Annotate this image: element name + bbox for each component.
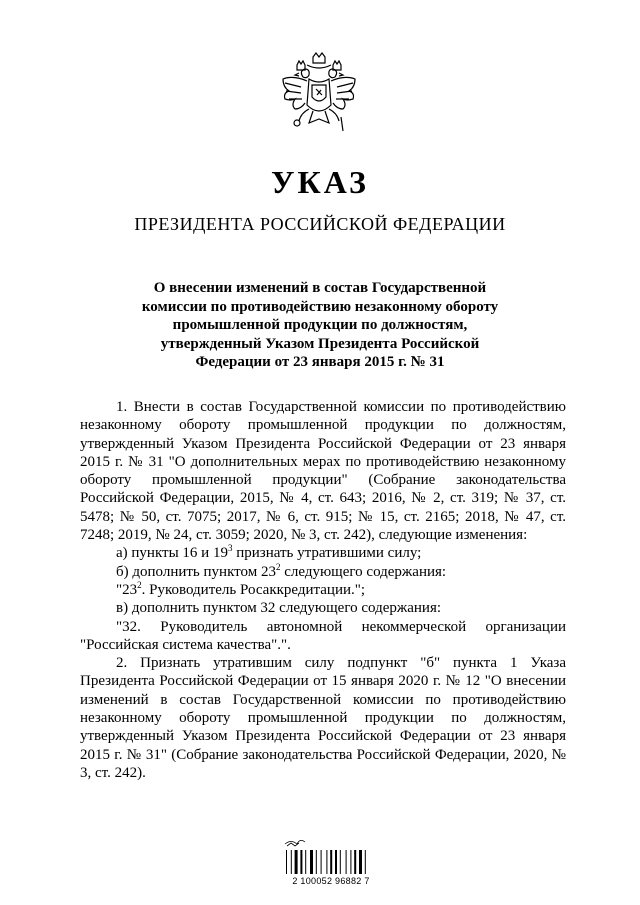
paragraph-2: 2. Признать утратившим силу подпункт "б" пункта 1 Указа Президента Российской Федерации от 15 января 2020 г. № 12 "О внесении изменений в состав Государственной комиссии по противодействию незаконному обороту промышленной продукции по должностям, утвержденный Указом Президента Российской Федерации от 23 января 2015 г. № 31" (Собрание законодательства Российской Федерации, 2020, № 3, ст. 242). — [80, 655, 566, 781]
decree-heading — [100, 279, 540, 372]
document-subtitle: ПРЕЗИДЕНТА РОССИЙСКОЙ ФЕДЕРАЦИИ — [134, 214, 506, 234]
heading-line: О внесении изменений в состав Государственной — [153, 280, 487, 296]
item-a: а) пункты 16 и $19^3$ признать утратившими силу; — [116, 543, 422, 562]
heading-line: утвержденный Указом Президента Российской — [160, 335, 480, 352]
paragraph-1: 1. Внести в состав Государственной комиссии по противодействию незаконному обороту промышленной продукции по должностям, утвержденный Указом Президента Российской Федерации от 23 января 2015 г. № 31 "О дополнительных мерах по противодействию незаконному обороту промышленной продукции" (Собрание законодательства Российской Федерации, 2015, № 4, ст. 643; 2016, № 2, ст. 319; № 37, ст. 5478; № 50, ст. 7075; 2017, № 6, ст. 915; № 15, ст. 2165; 2018, № 47, ст. 7248; 2019, № 24, ст. 3059; 2020, № 3, ст. 242), следующие изменения: — [80, 399, 566, 544]
heading-line: комиссии по противодействию незаконному обороту — [141, 298, 499, 315]
coat-of-arms-emblem — [277, 51, 361, 141]
barcode-number: 2 100052 96882 7 — [292, 876, 370, 886]
heading-line: Федерации от 23 января 2015 г. № 31 — [195, 354, 445, 370]
item-b-quote: "$23^2$. Руководитель Росаккредитации."; — [116, 579, 366, 598]
document-title: УКАЗ — [271, 164, 369, 200]
item-b: б) дополнить пунктом $23^2$ следующего содержания: — [116, 561, 447, 580]
decree-body — [80, 398, 566, 782]
heading-line: промышленной продукции по должностям, — [172, 317, 468, 333]
item-c-quote: "32. Руководитель автономной некоммерческой организации "Российская система качества".". — [80, 618, 566, 653]
item-c: в) дополнить пунктом 32 следующего содержания: — [116, 600, 442, 617]
